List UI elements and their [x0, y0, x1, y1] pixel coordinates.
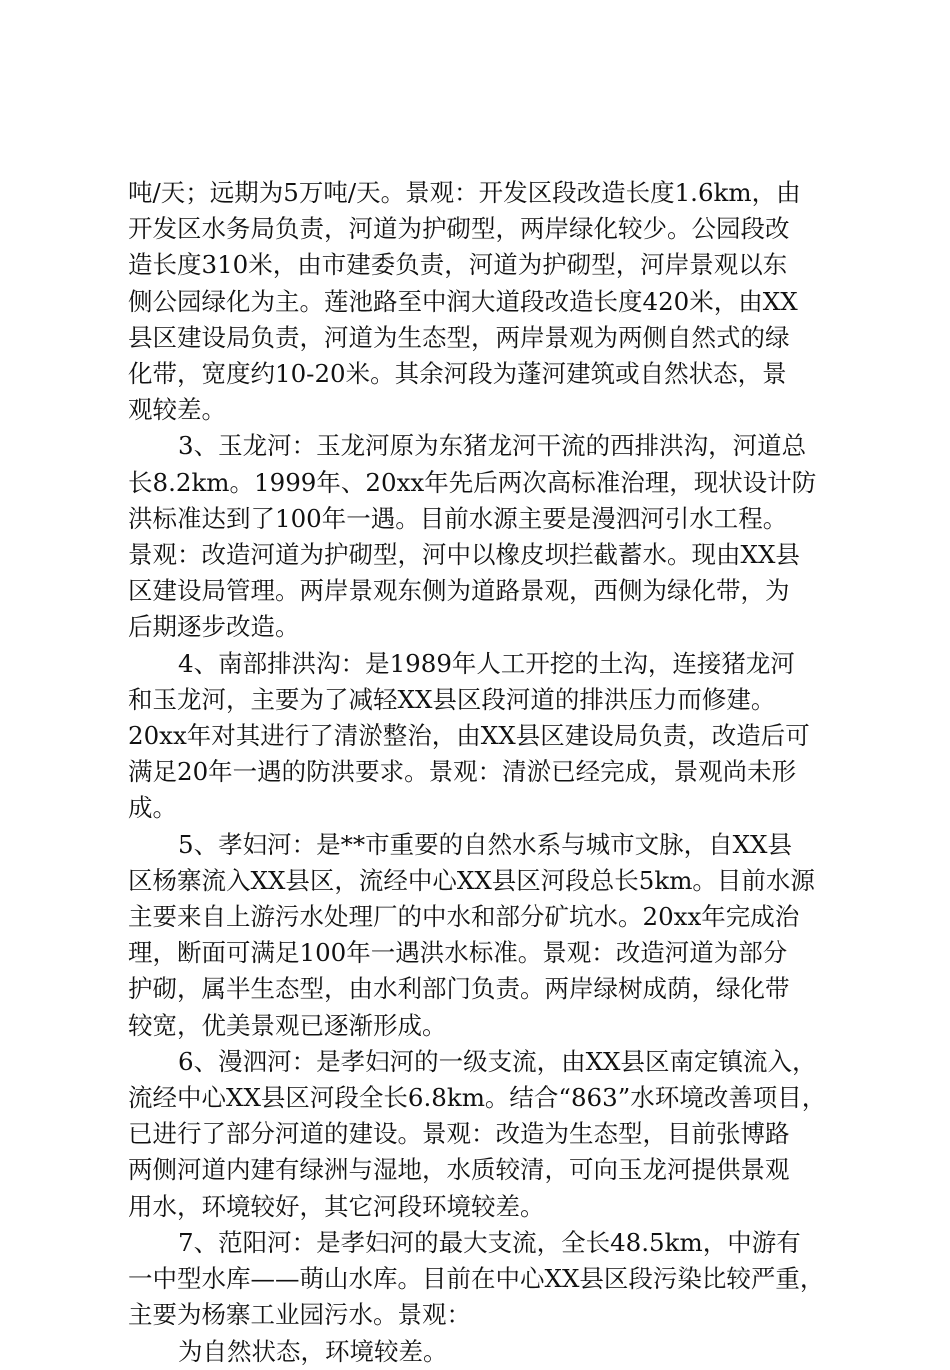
text-line: 流经中心XX县区河段全长6.8km。结合“863”水环境改善项目， — [128, 1083, 827, 1113]
paragraph-fanyang-river — [128, 1225, 833, 1334]
paragraph-yulong-river — [128, 428, 833, 645]
text-line: 6、漫泗河：是孝妇河的一级支流，由XX县区南定镇流入， — [178, 1046, 817, 1076]
text-line: 主要来自上游污水处理厂的中水和部分矿坑水。20xx年完成治 — [128, 902, 800, 932]
paragraph-xiaofu-river — [128, 827, 833, 1044]
text-line: 已进行了部分河道的建设。景观：改造为生态型，目前张博路 — [128, 1119, 790, 1149]
text-line: 4、南部排洪沟：是1989年人工开挖的土沟，连接猪龙河 — [178, 648, 795, 678]
document-body — [128, 175, 833, 1370]
text-line: 观较差。 — [128, 395, 226, 425]
text-line: 化带，宽度约10-20米。其余河段为蓬河建筑或自然状态，景 — [128, 359, 787, 389]
text-line: 造长度310米，由市建委负责，河道为护砌型，河岸景观以东 — [128, 250, 788, 280]
text-line: 一中型水库——萌山水库。目前在中心XX县区段污染比较严重， — [128, 1264, 825, 1294]
text-line: 理，断面可满足100年一遇洪水标准。景观：改造河道为部分 — [128, 938, 788, 968]
text-line: 开发区水务局负责，河道为护砌型，两岸绿化较少。公园段改 — [128, 214, 790, 244]
paragraph-mansi-river — [128, 1044, 833, 1225]
text-line: 景观：改造河道为护砌型，河中以橡皮坝拦截蓄水。现由XX县 — [128, 540, 800, 570]
text-line: 侧公园绿化为主。莲池路至中润大道段改造长度420米，由XX — [128, 286, 798, 316]
text-line: 县区建设局负责，河道为生态型，两岸景观为两侧自然式的绿 — [128, 322, 790, 352]
text-line: 后期逐步改造。 — [128, 612, 300, 642]
text-line: 3、玉龙河：玉龙河原为东猪龙河干流的西排洪沟，河道总 — [178, 431, 807, 461]
text-line: 5、孝妇河：是**市重要的自然水系与城市文脉，自XX县 — [178, 829, 792, 859]
text-line: 区杨寨流入XX县区，流经中心XX县区河段总长5km。目前水源 — [128, 865, 815, 895]
text-line: 两侧河道内建有绿洲与湿地，水质较清，可向玉龙河提供景观 — [128, 1155, 790, 1185]
text-line: 20xx年对其进行了清淤整治，由XX县区建设局负责，改造后可 — [128, 721, 810, 751]
paragraph-south-flood-channel — [128, 646, 833, 827]
text-line: 主要为杨寨工业园污水。景观： — [128, 1300, 471, 1330]
text-line: 吨/天；远期为5万吨/天。景观：开发区段改造长度1.6km，由 — [128, 178, 801, 207]
paragraph-tail — [128, 1334, 833, 1370]
text-line: 7、范阳河：是孝妇河的最大支流，全长48.5km，中游有 — [178, 1227, 801, 1257]
paragraph-1 — [128, 175, 833, 428]
text-line: 较宽，优美景观已逐渐形成。 — [128, 1010, 447, 1040]
text-line: 长8.2km。1999年、20xx年先后两次高标准治理，现状设计防 — [128, 467, 817, 497]
text-line: 洪标准达到了100年一遇。目前水源主要是漫泗河引水工程。 — [128, 503, 788, 533]
text-line: 区建设局管理。两岸景观东侧为道路景观，西侧为绿化带，为 — [128, 576, 790, 606]
text-line: 用水，环境较好，其它河段环境较差。 — [128, 1191, 545, 1221]
text-line: 成。 — [128, 793, 177, 823]
text-line: 护砌，属半生态型，由水利部门负责。两岸绿树成荫，绿化带 — [128, 974, 790, 1004]
text-line: 为自然状态，环境较差。 — [178, 1336, 448, 1366]
text-line: 和玉龙河，主要为了减轻XX县区段河道的排洪压力而修建。 — [128, 684, 776, 714]
text-line: 满足20年一遇的防洪要求。景观：清淤已经完成，景观尚未形 — [128, 757, 797, 787]
